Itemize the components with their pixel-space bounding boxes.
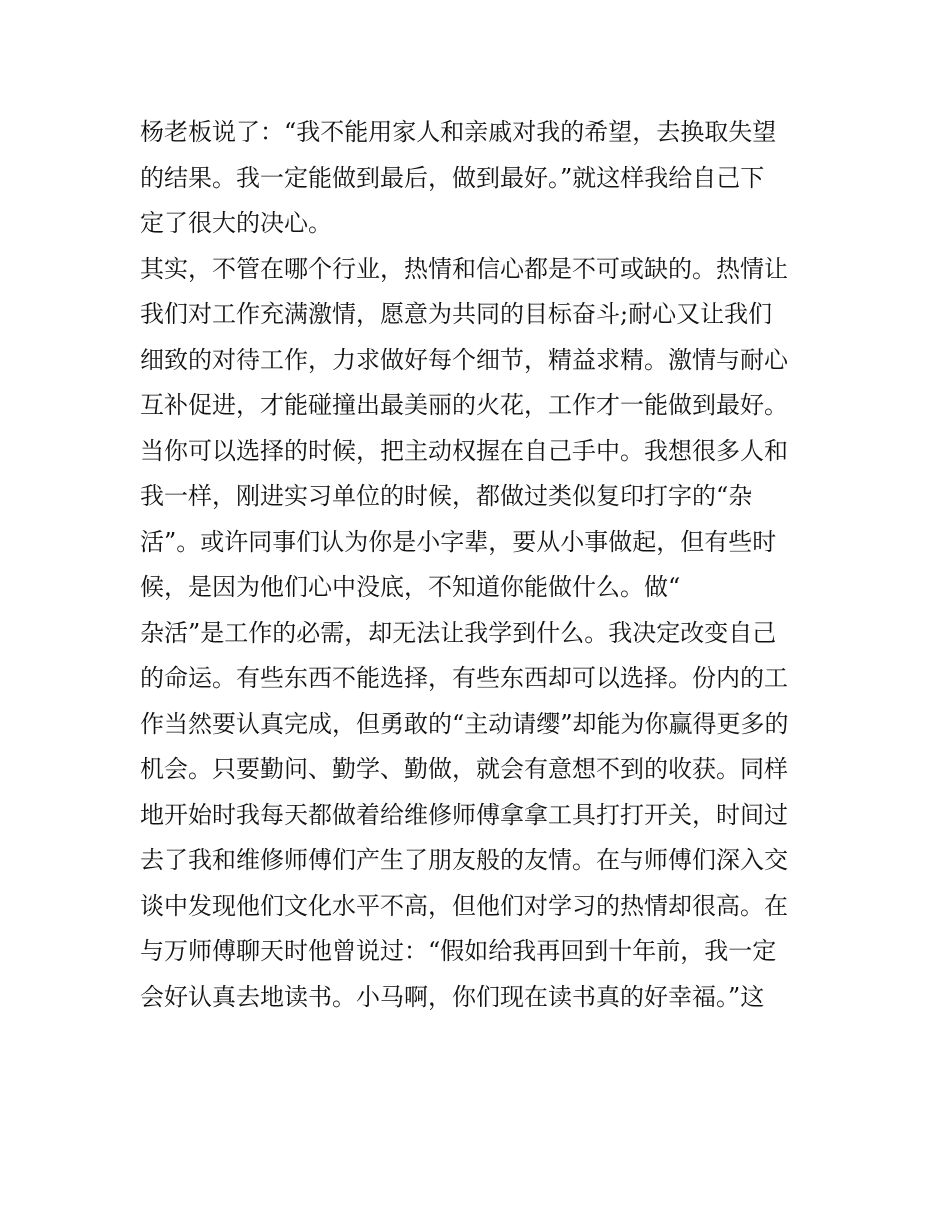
text-line: 杂活”是工作的必需，却无法让我学到什么。我决定改变自己	[140, 618, 777, 647]
text-line: 去了我和维修师傅们产生了朋友般的友情。在与师傅们深入交	[140, 846, 788, 874]
text-line: 作当然要认真完成，但勇敢的“主动请缨”却能为你赢得更多的	[140, 709, 789, 738]
text-line: 候，是因为他们心中没底，不知道你能做什么。做“	[140, 573, 681, 601]
text-line: 机会。只要勤问、勤学、勤做，就会有意想不到的收获。同样	[140, 755, 788, 783]
text-line: 的结果。我一定能做到最后，做到最好。”就这样我给自己下	[140, 163, 765, 192]
text-line: 杨老板说了：“我不能用家人和亲戚对我的希望，去换取失望	[140, 118, 777, 146]
text-line: 其实，不管在哪个行业，热情和信心都是不可或缺的。热情让	[140, 254, 788, 283]
text-line: 活”。或许同事们认为你是小字辈，要从小事做起，但有些时	[140, 527, 777, 556]
text-line: 与万师傅聊天时他曾说过：“假如给我再回到十年前，我一定	[140, 937, 777, 965]
text-line: 互补促进，才能碰撞出最美丽的火花，工作才一能做到最好。	[140, 391, 788, 419]
text-line: 地开始时我每天都做着给维修师傅拿拿工具打打开关，时间过	[140, 800, 788, 829]
text-line: 当你可以选择的时候，把主动权握在自己手中。我想很多人和	[140, 436, 788, 465]
text-line: 我们对工作充满激情，愿意为共同的目标奋斗;耐心又让我们	[140, 300, 773, 328]
text-line: 细致的对待工作，力求做好每个细节，精益求精。激情与耐心	[140, 345, 788, 374]
text-line: 定了很大的决心。	[140, 209, 332, 237]
text-line: 谈中发现他们文化水平不高，但他们对学习的热情却很高。在	[140, 891, 788, 920]
text-line: 我一样，刚进实习单位的时候，都做过类似复印打字的“杂	[140, 482, 753, 510]
text-line: 会好认真去地读书。小马啊，你们现在读书真的好幸福。”这	[140, 982, 765, 1011]
text-line: 的命运。有些东西不能选择，有些东西却可以选择。份内的工	[140, 664, 788, 692]
body-text	[140, 110, 830, 1020]
